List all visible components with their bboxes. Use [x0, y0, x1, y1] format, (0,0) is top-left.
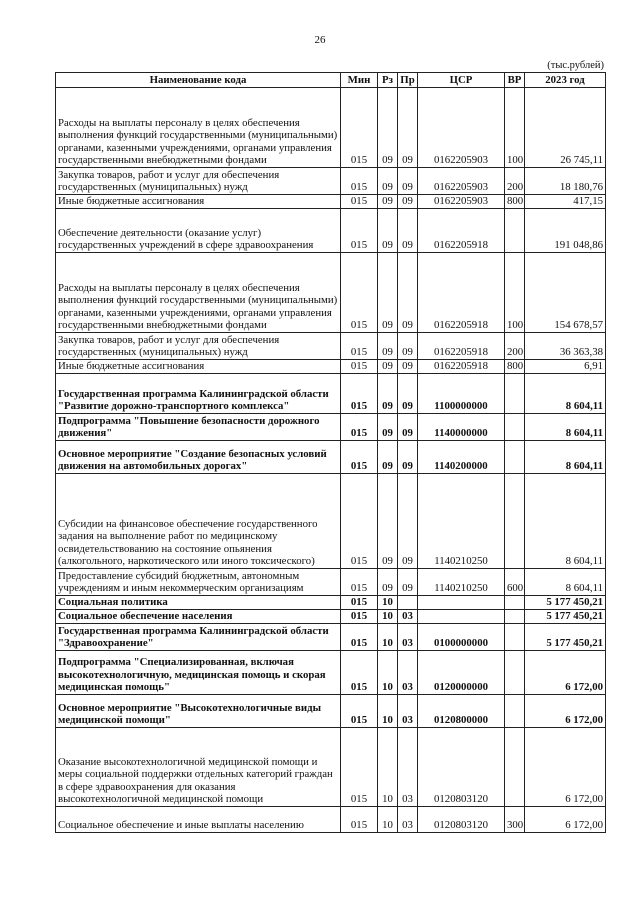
- cell-min: 015: [341, 728, 378, 807]
- cell-amount: 18 180,76: [525, 168, 606, 195]
- table-row: [56, 253, 606, 333]
- cell-csr: [418, 610, 505, 624]
- cell-pr: 03: [398, 651, 418, 695]
- cell-amount: 154 678,57: [525, 253, 606, 333]
- table-row: [56, 728, 606, 807]
- cell-rz: 09: [378, 374, 398, 414]
- cell-csr: 1140200000: [418, 441, 505, 474]
- cell-vr: [505, 695, 525, 728]
- table-row: [56, 168, 606, 195]
- cell-csr: 0120800000: [418, 695, 505, 728]
- cell-rz: 09: [378, 414, 398, 441]
- cell-rz: 09: [378, 195, 398, 209]
- cell-name: Оказание высокотехнологичной медицинской помощи и меры социальной поддержки отдельных категорий граждан в сфере здравоохранения для оказания высокотехнологичной медицинской помощи: [56, 728, 341, 807]
- cell-name: Предоставление субсидий бюджетным, автономным учреждениям и иным некоммерческим организациям: [56, 569, 341, 596]
- cell-rz: 09: [378, 474, 398, 569]
- cell-amount: 8 604,11: [525, 374, 606, 414]
- cell-name: Иные бюджетные ассигнования: [56, 360, 341, 374]
- cell-csr: 0162205918: [418, 253, 505, 333]
- cell-min: 015: [341, 807, 378, 833]
- header-vr: ВР: [505, 73, 525, 88]
- cell-pr: 03: [398, 695, 418, 728]
- cell-name: Подпрограмма "Повышение безопасности дорожного движения": [56, 414, 341, 441]
- cell-pr: 03: [398, 728, 418, 807]
- header-pr: Пр: [398, 73, 418, 88]
- table-row: [56, 360, 606, 374]
- cell-rz: 10: [378, 695, 398, 728]
- cell-pr: 09: [398, 253, 418, 333]
- cell-amount: 5 177 450,21: [525, 596, 606, 610]
- cell-csr: 0120803120: [418, 728, 505, 807]
- cell-amount: 36 363,38: [525, 333, 606, 360]
- cell-min: 015: [341, 651, 378, 695]
- table-row: [56, 596, 606, 610]
- budget-table: [55, 72, 606, 833]
- cell-csr: 0162205918: [418, 360, 505, 374]
- cell-amount: 6 172,00: [525, 807, 606, 833]
- cell-csr: 0162205918: [418, 209, 505, 253]
- cell-pr: 09: [398, 333, 418, 360]
- cell-csr: 0100000000: [418, 624, 505, 651]
- cell-name: Основное мероприятие "Создание безопасных условий движения на автомобильных дорогах": [56, 441, 341, 474]
- cell-name: Государственная программа Калининградской области "Здравоохранение": [56, 624, 341, 651]
- cell-amount: 8 604,11: [525, 414, 606, 441]
- cell-rz: 10: [378, 596, 398, 610]
- cell-pr: 03: [398, 624, 418, 651]
- cell-pr: 09: [398, 474, 418, 569]
- cell-rz: 09: [378, 253, 398, 333]
- cell-pr: 09: [398, 168, 418, 195]
- table-row: [56, 209, 606, 253]
- cell-rz: 10: [378, 651, 398, 695]
- cell-vr: 200: [505, 168, 525, 195]
- table-row: [56, 441, 606, 474]
- table-row: [56, 474, 606, 569]
- cell-pr: 03: [398, 610, 418, 624]
- cell-amount: 8 604,11: [525, 441, 606, 474]
- cell-amount: 5 177 450,21: [525, 624, 606, 651]
- cell-min: 015: [341, 624, 378, 651]
- cell-name: Расходы на выплаты персоналу в целях обеспечения выполнения функций государственными (муниципальными) органами, казенными учреждениями, органами управления государственными внебюджетными фондами: [56, 88, 341, 168]
- cell-min: 015: [341, 253, 378, 333]
- cell-csr: 1140210250: [418, 569, 505, 596]
- cell-min: 015: [341, 695, 378, 728]
- cell-vr: 300: [505, 807, 525, 833]
- cell-min: 015: [341, 596, 378, 610]
- cell-name: Социальное обеспечение населения: [56, 610, 341, 624]
- table-row: [56, 569, 606, 596]
- cell-name: Закупка товаров, работ и услуг для обеспечения государственных (муниципальных) нужд: [56, 168, 341, 195]
- cell-min: 015: [341, 474, 378, 569]
- cell-rz: 10: [378, 728, 398, 807]
- cell-rz: 09: [378, 360, 398, 374]
- cell-rz: 10: [378, 610, 398, 624]
- table-row: [56, 807, 606, 833]
- cell-vr: [505, 651, 525, 695]
- table-row: [56, 695, 606, 728]
- cell-csr: 0162205903: [418, 195, 505, 209]
- table-row: [56, 414, 606, 441]
- cell-pr: [398, 596, 418, 610]
- cell-min: 015: [341, 610, 378, 624]
- cell-rz: 09: [378, 168, 398, 195]
- cell-min: 015: [341, 414, 378, 441]
- cell-pr: 03: [398, 807, 418, 833]
- cell-vr: [505, 209, 525, 253]
- cell-amount: 8 604,11: [525, 569, 606, 596]
- cell-vr: [505, 414, 525, 441]
- cell-min: 015: [341, 360, 378, 374]
- cell-name: Субсидии на финансовое обеспечение государственного задания на выполнение работ по медицинскому освидетельствованию на состояние опьянения (алкогольного, наркотического или иного токсического): [56, 474, 341, 569]
- table-row: [56, 610, 606, 624]
- cell-min: 015: [341, 209, 378, 253]
- cell-rz: 09: [378, 209, 398, 253]
- cell-csr: 0162205903: [418, 88, 505, 168]
- cell-vr: 100: [505, 88, 525, 168]
- cell-csr: 0162205918: [418, 333, 505, 360]
- table-row: [56, 624, 606, 651]
- cell-amount: 6,91: [525, 360, 606, 374]
- cell-rz: 10: [378, 807, 398, 833]
- cell-csr: [418, 596, 505, 610]
- cell-min: 015: [341, 374, 378, 414]
- cell-pr: 09: [398, 441, 418, 474]
- cell-amount: 5 177 450,21: [525, 610, 606, 624]
- cell-csr: 1140000000: [418, 414, 505, 441]
- cell-vr: [505, 728, 525, 807]
- cell-amount: 417,15: [525, 195, 606, 209]
- header-name: Наименование кода: [56, 73, 341, 88]
- cell-name: Закупка товаров, работ и услуг для обеспечения государственных (муниципальных) нужд: [56, 333, 341, 360]
- table-row: [56, 333, 606, 360]
- table-row: [56, 88, 606, 168]
- header-csr: ЦСР: [418, 73, 505, 88]
- table-row: [56, 195, 606, 209]
- header-min: Мин: [341, 73, 378, 88]
- cell-csr: 1100000000: [418, 374, 505, 414]
- cell-min: 015: [341, 333, 378, 360]
- cell-min: 015: [341, 195, 378, 209]
- cell-min: 015: [341, 569, 378, 596]
- cell-amount: 8 604,11: [525, 474, 606, 569]
- cell-csr: 1140210250: [418, 474, 505, 569]
- cell-csr: 0162205903: [418, 168, 505, 195]
- cell-min: 015: [341, 168, 378, 195]
- table-header-row: [56, 73, 606, 88]
- cell-rz: 09: [378, 333, 398, 360]
- cell-amount: 26 745,11: [525, 88, 606, 168]
- cell-csr: 0120000000: [418, 651, 505, 695]
- cell-amount: 191 048,86: [525, 209, 606, 253]
- cell-pr: 09: [398, 374, 418, 414]
- cell-vr: 800: [505, 360, 525, 374]
- cell-vr: [505, 474, 525, 569]
- cell-name: Обеспечение деятельности (оказание услуг) государственных учреждений в сфере здравоохранения: [56, 209, 341, 253]
- cell-pr: 09: [398, 360, 418, 374]
- cell-vr: [505, 374, 525, 414]
- cell-pr: 09: [398, 209, 418, 253]
- cell-name: Иные бюджетные ассигнования: [56, 195, 341, 209]
- cell-vr: 200: [505, 333, 525, 360]
- cell-vr: 800: [505, 195, 525, 209]
- cell-pr: 09: [398, 195, 418, 209]
- cell-name: Социальная политика: [56, 596, 341, 610]
- cell-name: Социальное обеспечение и иные выплаты населению: [56, 807, 341, 833]
- cell-min: 015: [341, 88, 378, 168]
- cell-vr: [505, 624, 525, 651]
- cell-rz: 09: [378, 441, 398, 474]
- header-rz: Рз: [378, 73, 398, 88]
- cell-min: 015: [341, 441, 378, 474]
- cell-pr: 09: [398, 414, 418, 441]
- cell-vr: [505, 596, 525, 610]
- units-label: (тыс.рублей): [547, 60, 604, 71]
- cell-vr: [505, 441, 525, 474]
- cell-pr: 09: [398, 88, 418, 168]
- cell-amount: 6 172,00: [525, 651, 606, 695]
- cell-rz: 10: [378, 624, 398, 651]
- cell-rz: 09: [378, 569, 398, 596]
- table-row: [56, 651, 606, 695]
- cell-vr: 100: [505, 253, 525, 333]
- cell-vr: 600: [505, 569, 525, 596]
- cell-amount: 6 172,00: [525, 728, 606, 807]
- cell-name: Подпрограмма "Специализированная, включая высокотехнологичную, медицинская помощь и скорая медицинская помощь": [56, 651, 341, 695]
- cell-csr: 0120803120: [418, 807, 505, 833]
- cell-name: Государственная программа Калининградской области "Развитие дорожно-транспортного комплекса": [56, 374, 341, 414]
- cell-pr: 09: [398, 569, 418, 596]
- cell-vr: [505, 610, 525, 624]
- cell-amount: 6 172,00: [525, 695, 606, 728]
- page-number: 26: [314, 34, 326, 46]
- cell-name: Основное мероприятие "Высокотехнологичные виды медицинской помощи": [56, 695, 341, 728]
- table-row: [56, 374, 606, 414]
- header-year: 2023 год: [525, 73, 606, 88]
- table-body: [56, 88, 606, 833]
- cell-name: Расходы на выплаты персоналу в целях обеспечения выполнения функций государственными (муниципальными) органами, казенными учреждениями, органами управления государственными внебюджетными фондами: [56, 253, 341, 333]
- cell-rz: 09: [378, 88, 398, 168]
